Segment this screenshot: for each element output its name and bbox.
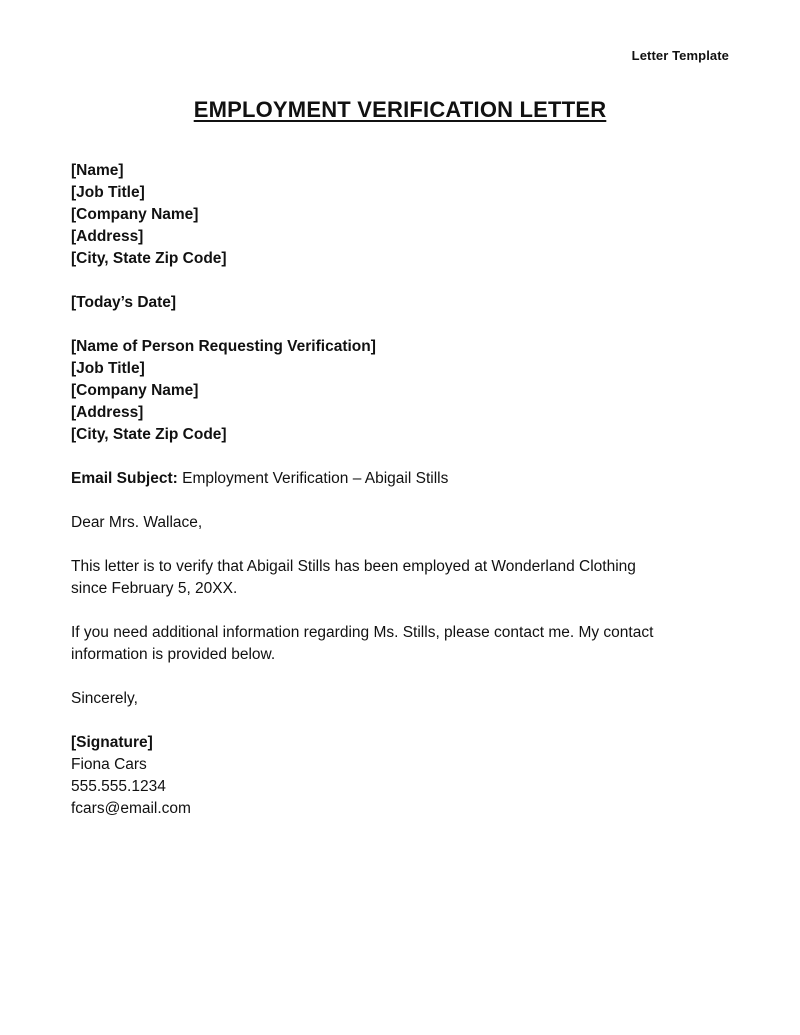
letter-date: [Today’s Date] xyxy=(71,294,177,311)
date-block xyxy=(71,292,731,314)
subject-line xyxy=(71,468,731,490)
sender-company: [Company Name] xyxy=(71,206,199,223)
signer-phone: 555.555.1234 xyxy=(71,778,166,795)
sender-name: [Name] xyxy=(71,162,124,179)
paragraph-1-line-2: since February 5, 20XX. xyxy=(71,580,238,597)
paragraph-2-line-2: information is provided below. xyxy=(71,646,276,663)
paragraph-2-line-1: If you need additional information regarding Ms. Stills, please contact me. My contact xyxy=(71,624,654,641)
header-label: Letter Template xyxy=(631,48,729,63)
salutation xyxy=(71,512,731,534)
document-title: EMPLOYMENT VERIFICATION LETTER xyxy=(193,97,607,122)
salutation-text: Dear Mrs. Wallace, xyxy=(71,514,203,531)
sender-address: [Address] xyxy=(71,228,144,245)
signer-name: Fiona Cars xyxy=(71,756,147,773)
sender-city-state-zip: [City, State Zip Code] xyxy=(71,250,227,267)
sender-address-block xyxy=(71,160,731,270)
closing-text: Sincerely, xyxy=(71,690,138,707)
subject-label: Email Subject: xyxy=(71,470,178,487)
closing xyxy=(71,688,731,710)
recipient-name: [Name of Person Requesting Verification] xyxy=(71,338,376,355)
recipient-address-block xyxy=(71,336,731,446)
signature-block xyxy=(71,732,731,820)
sender-job-title: [Job Title] xyxy=(71,184,145,201)
signature-placeholder: [Signature] xyxy=(71,734,153,751)
recipient-city-state-zip: [City, State Zip Code] xyxy=(71,426,227,443)
letter-content xyxy=(71,160,731,820)
body-paragraph-2 xyxy=(71,622,731,666)
recipient-company: [Company Name] xyxy=(71,382,199,399)
body-paragraph-1 xyxy=(71,556,731,600)
subject-value: Employment Verification – Abigail Stills xyxy=(177,470,449,487)
recipient-job-title: [Job Title] xyxy=(71,360,145,377)
signer-email: fcars@email.com xyxy=(71,800,191,817)
recipient-address: [Address] xyxy=(71,404,144,421)
paragraph-1-line-1: This letter is to verify that Abigail Stills has been employed at Wonderland Clothing xyxy=(71,558,636,575)
